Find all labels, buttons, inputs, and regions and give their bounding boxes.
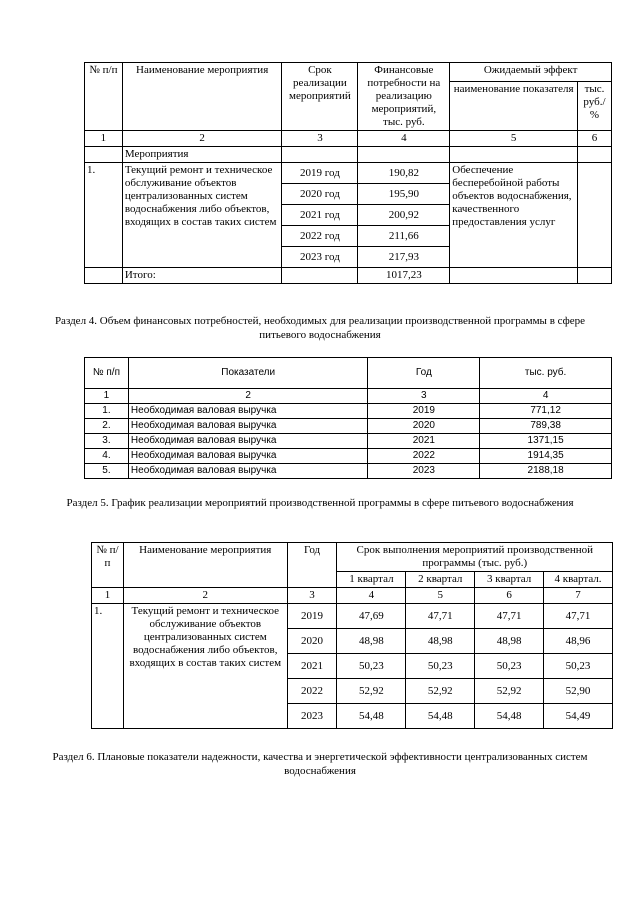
section-label: Мероприятия — [122, 147, 282, 163]
table-row: 1. Необходимая валовая выручка 2019 771,12 — [85, 404, 612, 419]
header-effect: Ожидаемый эффект — [450, 63, 612, 82]
table-row: 2022 52,92 52,92 52,92 52,90 — [92, 679, 613, 704]
table-row: 2020 48,98 48,98 48,98 48,96 — [92, 629, 613, 654]
header-value: тыс. руб. — [480, 358, 612, 389]
col-number: 2 — [122, 131, 282, 147]
table-row: 4. Необходимая валовая выручка 2022 1914,35 — [85, 449, 612, 464]
amount-cell: 211,66 — [358, 226, 450, 247]
section5-heading: Раздел 5. График реализации мероприятий производственной программы в сфере питьевого водоснабжения — [66, 497, 574, 509]
header-term: Срок выполнения мероприятий производственной программы (тыс. руб.) — [337, 543, 613, 572]
section6-heading: Раздел 6. Плановые показатели надежности, качества и энергетической эффективности централизованных систем водоснабжения — [52, 751, 588, 777]
row-effect: Обеспечение бесперебойной работы объектов водоснабжения, качественного предоставления услуг — [450, 163, 578, 268]
year-cell: 2019 год — [282, 163, 358, 184]
col-number: 1 — [85, 389, 129, 404]
header-name: Наименование мероприятия — [123, 543, 287, 588]
table-row: 2021 50,23 50,23 50,23 50,23 — [92, 654, 613, 679]
header-year: Год — [287, 543, 337, 588]
table-row: 1. Текущий ремонт и техническое обслуживание объектов централизованных систем водоснабжения либо объектов, входящих в состав таких систем 2019 47,69 47,71 47,71 47,71 — [92, 604, 613, 629]
col-number: 4 — [480, 389, 612, 404]
header-q3: 3 квартал — [475, 572, 544, 588]
measures-table — [84, 62, 612, 284]
table-row: 5. Необходимая валовая выручка 2023 2188,18 — [85, 464, 612, 479]
col-number: 2 — [128, 389, 368, 404]
col-number: 5 — [450, 131, 578, 147]
header-num: № п/п — [85, 358, 129, 389]
header-unit: тыс. руб./ % — [577, 81, 611, 130]
header-q1: 1 квартал — [337, 572, 406, 588]
revenue-table — [84, 357, 612, 479]
header-year: Год — [368, 358, 480, 389]
amount-cell: 217,93 — [358, 247, 450, 268]
col-number: 1 — [92, 588, 124, 604]
schedule-table — [91, 542, 613, 729]
header-num: № п/п — [85, 63, 123, 131]
header-name: Наименование мероприятия — [122, 63, 282, 131]
row-name: Текущий ремонт и техническое обслуживание объектов централизованных систем водоснабжения либо объектов, входящих в состав таких систем — [122, 163, 282, 268]
table-row: 2023 54,48 54,48 54,48 54,49 — [92, 704, 613, 729]
table-row: 3. Необходимая валовая выручка 2021 1371,15 — [85, 434, 612, 449]
row-num: 1. — [92, 604, 124, 729]
col-number: 3 — [282, 131, 358, 147]
header-indicator: Показатели — [128, 358, 368, 389]
year-cell: 2022 год — [282, 226, 358, 247]
year-cell: 2021 год — [282, 205, 358, 226]
col-number: 7 — [544, 588, 613, 604]
header-finance: Финансовые потребности на реализацию мероприятий, тыс. руб. — [358, 63, 450, 131]
total-value: 1017,23 — [358, 268, 450, 284]
year-cell: 2023 год — [282, 247, 358, 268]
header-q2: 2 квартал — [406, 572, 475, 588]
header-indicator: наименование показателя — [450, 81, 578, 130]
amount-cell: 190,82 — [358, 163, 450, 184]
amount-cell: 195,90 — [358, 184, 450, 205]
col-number: 3 — [287, 588, 337, 604]
col-number: 6 — [475, 588, 544, 604]
amount-cell: 200,92 — [358, 205, 450, 226]
col-number: 4 — [358, 131, 450, 147]
col-number: 4 — [337, 588, 406, 604]
header-term: Срок реализации мероприятий — [282, 63, 358, 131]
col-number: 6 — [577, 131, 611, 147]
col-number: 5 — [406, 588, 475, 604]
year-cell: 2020 год — [282, 184, 358, 205]
col-number: 3 — [368, 389, 480, 404]
total-label: Итого: — [122, 268, 282, 284]
section4-heading: Раздел 4. Объем финансовых потребностей, необходимых для реализации производственной программы в сфере питьевого водоснабжения — [54, 315, 586, 341]
row-name: Текущий ремонт и техническое обслуживание объектов централизованных систем водоснабжения либо объектов, входящих в состав таких систем — [123, 604, 287, 729]
row-num: 1. — [85, 163, 123, 268]
header-num: № п/п — [92, 543, 124, 588]
table-row: 2. Необходимая валовая выручка 2020 789,38 — [85, 419, 612, 434]
col-number: 1 — [85, 131, 123, 147]
header-q4: 4 квартал. — [544, 572, 613, 588]
col-number: 2 — [123, 588, 287, 604]
